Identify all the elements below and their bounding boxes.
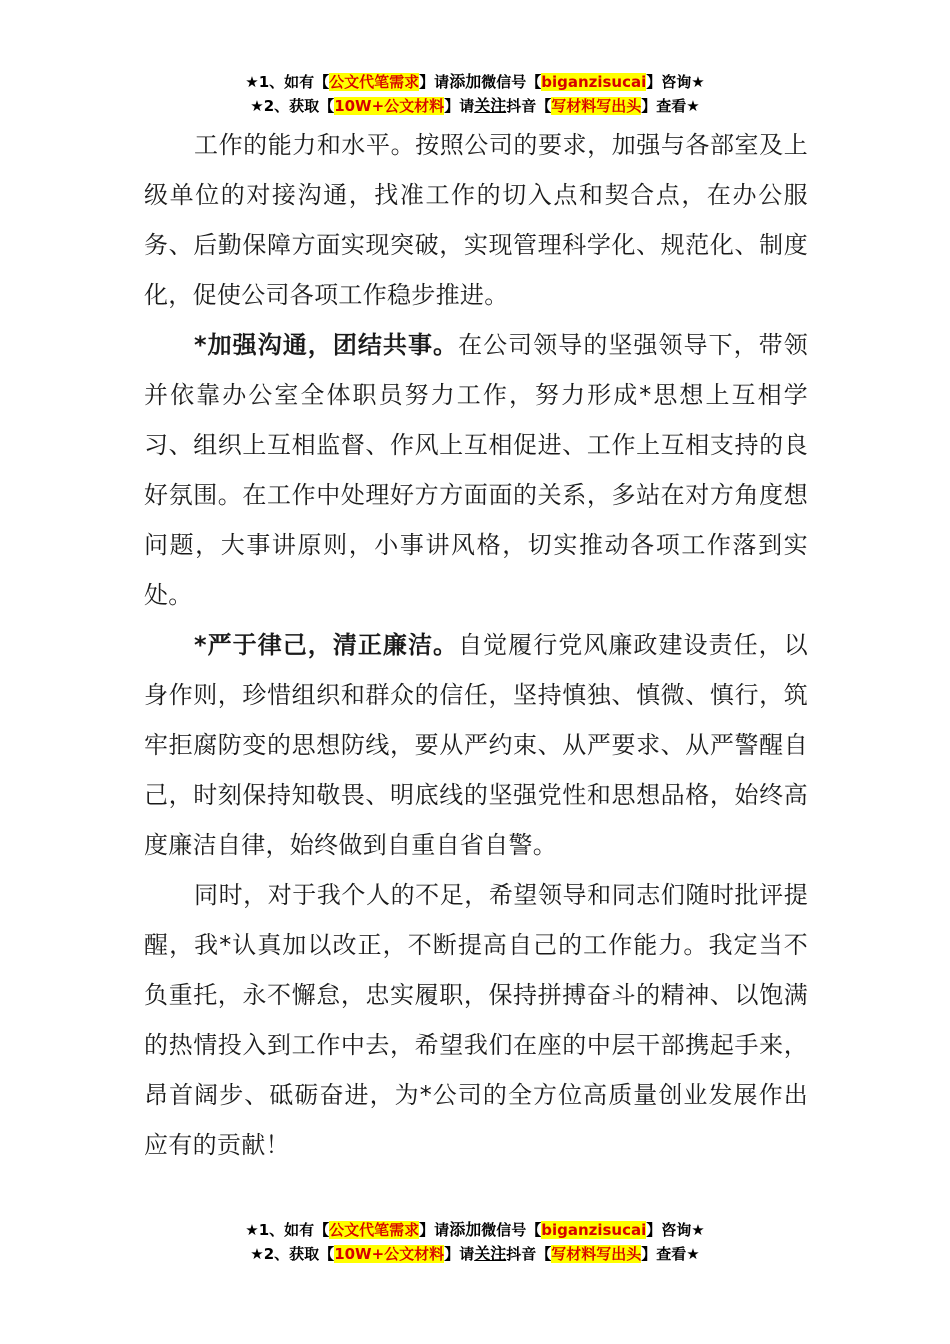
banner-line-2-mid2: 抖音【 (506, 97, 552, 115)
footer-line-2-emph: 关注 (474, 1244, 507, 1263)
document-body (144, 120, 808, 1170)
paragraph-3-body: 自觉履行党风廉政建设责任，以身作则，珍惜组织和群众的信任，坚持慎独、慎微、慎行，筑牢拒腐防变的思想防线，要从严约束、从严要求、从严警醒自己，时刻保持知敬畏、明底线的坚强党性和思想品格，始终高度廉洁自律，始终做到自重自省自警。 (144, 631, 808, 859)
banner-line-1-wechat-id: biganzisucai (541, 73, 647, 91)
footer-banner-line-1 (0, 1218, 950, 1242)
footer-line-1-mid: 】请 (419, 1221, 450, 1239)
footer-line-1-suffix: 】咨询★ (646, 1221, 705, 1239)
paragraph-2-heading: *加强沟通，团结共事。 (194, 331, 459, 359)
footer-line-1-mid2: 微信号【 (481, 1221, 542, 1239)
footer-banner-line-2 (0, 1242, 950, 1266)
banner-line-2-douyin-id: 写材料写出头 (551, 97, 642, 115)
footer-line-2-highlight-materials: 10W+公文材料 (334, 1245, 445, 1263)
banner-line-2 (0, 94, 950, 118)
banner-line-1-prefix: ★1、如有【 (245, 73, 330, 91)
paragraph-3-heading: *严于律己，清正廉洁。 (194, 631, 459, 659)
banner-line-1-emph: 添加 (449, 72, 482, 91)
banner-line-2-highlight-materials: 10W+公文材料 (334, 97, 445, 115)
paragraph-4: 同时，对于我个人的不足，希望领导和同志们随时批评提醒，我*认真加以改正，不断提高自己的工作能力。我定当不负重托，永不懈怠，忠实履职，保持拼搏奋斗的精神、以饱满的热情投入到工作中去，希望我们在座的中层干部携起手来，昂首阔步、砥砺奋进，为*公司的全方位高质量创业发展作出应有的贡献！ (144, 881, 808, 1159)
paragraph-2 (144, 320, 808, 620)
banner-line-1-mid: 】请 (419, 73, 450, 91)
footer-line-2-prefix: ★2、获取【 (250, 1245, 335, 1263)
footer-line-1-emph: 添加 (449, 1220, 482, 1239)
footer-line-1-highlight-service: 公文代笔需求 (329, 1221, 420, 1239)
footer-line-2-mid2: 抖音【 (506, 1245, 552, 1263)
banner-line-2-mid: 】请 (444, 97, 475, 115)
banner-line-2-prefix: ★2、获取【 (250, 97, 335, 115)
paragraph-1: 工作的能力和水平。按照公司的要求，加强与各部室及上级单位的对接沟通，找准工作的切入点和契合点，在办公服务、后勤保障方面实现突破，实现管理科学化、规范化、制度化，促使公司各项工作稳步推进。 (144, 131, 808, 309)
banner-line-1-highlight-service: 公文代笔需求 (329, 73, 420, 91)
footer-line-2-douyin-id: 写材料写出头 (551, 1245, 642, 1263)
footer-banner (0, 1218, 950, 1266)
banner-line-1 (0, 70, 950, 94)
paragraph-3 (144, 620, 808, 870)
banner-line-2-emph: 关注 (474, 96, 507, 115)
banner-line-1-mid2: 微信号【 (481, 73, 542, 91)
footer-line-2-suffix: 】查看★ (641, 1245, 700, 1263)
footer-line-1-prefix: ★1、如有【 (245, 1221, 330, 1239)
banner-line-1-suffix: 】咨询★ (646, 73, 705, 91)
header-banner (0, 70, 950, 118)
banner-line-2-suffix: 】查看★ (641, 97, 700, 115)
footer-line-2-mid: 】请 (444, 1245, 475, 1263)
paragraph-2-body: 在公司领导的坚强领导下，带领并依靠办公室全体职员努力工作，努力形成*思想上互相学习、组织上互相监督、作风上互相促进、工作上互相支持的良好氛围。在工作中处理好方方面面的关系，多站在对方角度想问题，大事讲原则，小事讲风格，切实推动各项工作落到实处。 (144, 331, 808, 609)
footer-line-1-wechat-id: biganzisucai (541, 1221, 647, 1239)
